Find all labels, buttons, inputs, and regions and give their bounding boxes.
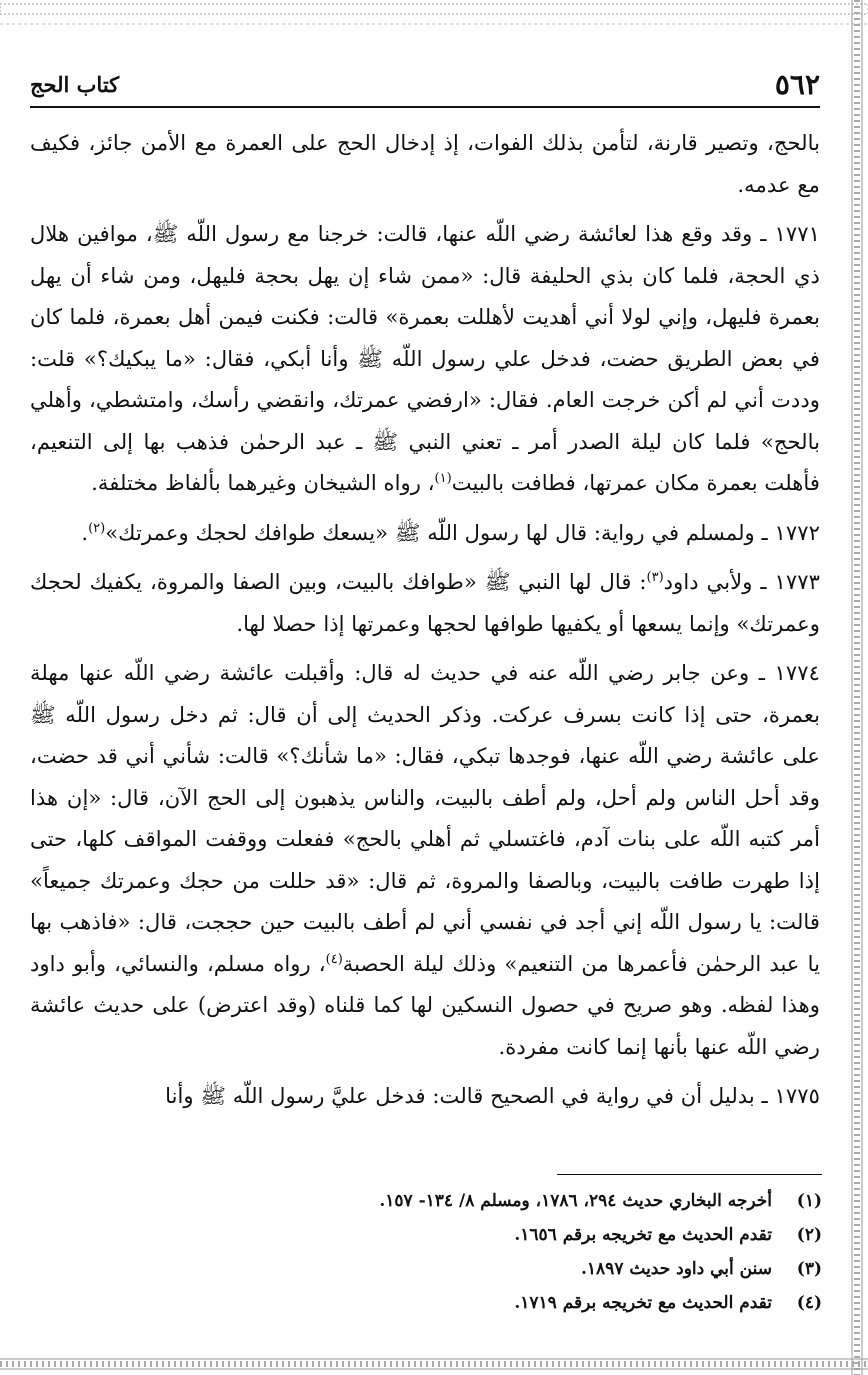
hadith-1771: ١٧٧١ ـ وقد وقع هذا لعائشة رضي اللّه عنها، قالت: خرجنا مع رسول اللّه ﷺ، موافين هلال ذي الحجة، فلما كان بذي الحليفة قال: «ممن شاء إن يهل بحجة فليهل، ومن شاء أن يهل بعمرة فليهل، وإني لولا أني أهديت لأهللت بعمرة» قالت: فكنت فيمن أهل بعمرة، فلما كان في بعض الطريق حضت، فدخل علي رسول اللّه ﷺ وأنا أبكي، فقال: «ما يبكيك؟» قلت: وددت أني لم أكن خرجت العام. فقال: «ارفضي عمرتك، وانقضي رأسك، وامتشطي، وأهلي بالحج» فلما كان ليلة الصدر أمر ـ تعني النبي ﷺ ـ عبد الرحمٰن فذهب بها إلى التنعيم، فأهلت بعمرة مكان عمرتها، فطافت بالبيت$^{(١)}$، رواه الشيخان وغيرهما بألفاظ مختلفة. [30, 221, 820, 495]
decorative-right-border [846, 0, 868, 1375]
footnote-ref-2: (٢) [88, 520, 106, 536]
footnote-ref-3: (٣) [646, 569, 664, 585]
hadith-1772: ١٧٧٢ ـ ولمسلم في رواية: قال لها رسول اللّه ﷺ «يسعك طوافك لحجك وعمرتك»$^{(٢)}$. [81, 519, 820, 545]
footnotes [102, 1184, 822, 1320]
decorative-bottom-border [0, 1353, 868, 1375]
page-number: ٥٦٢ [774, 67, 820, 101]
decorative-top-border [0, 0, 868, 34]
hadith-1773: ١٧٧٣ ـ ولأبي داود$^{(٣)}$: قال لها النبي ﷺ «طوافك بالبيت، وبين الصفا والمروة، يكفيك لحجك وعمرتك» وإنما يسعها أو يكفيها طوافها لحجها وعمرتها إذا حصلا لها. [30, 569, 820, 636]
hadith-1775: ١٧٧٥ ـ بدليل أن في رواية في الصحيح قالت: فدخل عليَّ رسول اللّه ﷺ وأنا [165, 1083, 820, 1108]
paragraph-intro: بالحج، وتصير قارنة، لتأمن بذلك الفوات، إذ إدخال الحج على العمرة مع الأمن جائز، فكيف مع عدمه. [30, 130, 820, 197]
footnote-divider [557, 1174, 822, 1175]
footnote-ref-4: (٤) [325, 951, 343, 967]
page-header [30, 64, 820, 104]
header-divider [30, 106, 820, 108]
book-title: كتاب الحج [30, 71, 120, 97]
footnote-ref-1: (١) [434, 470, 452, 486]
footnote-item: (٤) تقدم الحديث مع تخريجه برقم ١٧١٩. [514, 1293, 822, 1313]
footnote-item: (١) أخرجه البخاري حديث ٢٩٤، ١٧٨٦، ومسلم ٨/ ١٣٤- ١٥٧. [379, 1191, 822, 1211]
footnote-item: (٣) سنن أبي داود حديث ١٨٩٧. [581, 1259, 822, 1279]
footnote-item: (٢) تقدم الحديث مع تخريجه برقم ١٦٥٦. [514, 1225, 822, 1245]
main-text [30, 122, 820, 1123]
hadith-1774: ١٧٧٤ ـ وعن جابر رضي اللّه عنه في حديث له قال: وأقبلت عائشة رضي اللّه عنها مهلة بعمرة، حتى إذا كانت بسرف عركت. وذكر الحديث إلى أن قال: ثم دخل رسول اللّه ﷺ على عائشة رضي اللّه عنها، فوجدها تبكي، فقال: «ما شأنك؟» قالت: شأني أني قد حضت، وقد أحل الناس ولم أحل، ولم أطف بالبيت، والناس يذهبون إلى الحج الآن، قال: «إن هذا أمر كتبه اللّه على بنات آدم، فاغتسلي ثم أهلي بالحج» ففعلت ووقفت المواقف كلها، حتى إذا طهرت طافت بالبيت، وبالصفا والمروة، ثم قال: «قد حللت من حجك وعمرتك جميعاً» قالت: يا رسول اللّه إني أجد في نفسي أني لم أطف بالبيت حين حججت، قال: «فاذهب بها يا عبد الرحمٰن فأعمرها من التنعيم» وذلك ليلة الحصبة$^{(٤)}$، رواه مسلم، والنسائي، وأبو داود وهذا لفظه. وهو صريح في حصول النسكين لها كما قلناه (وقد اعترض) على حديث عائشة رضي اللّه عنها بأنها إنما كانت مفردة. [30, 660, 821, 1059]
